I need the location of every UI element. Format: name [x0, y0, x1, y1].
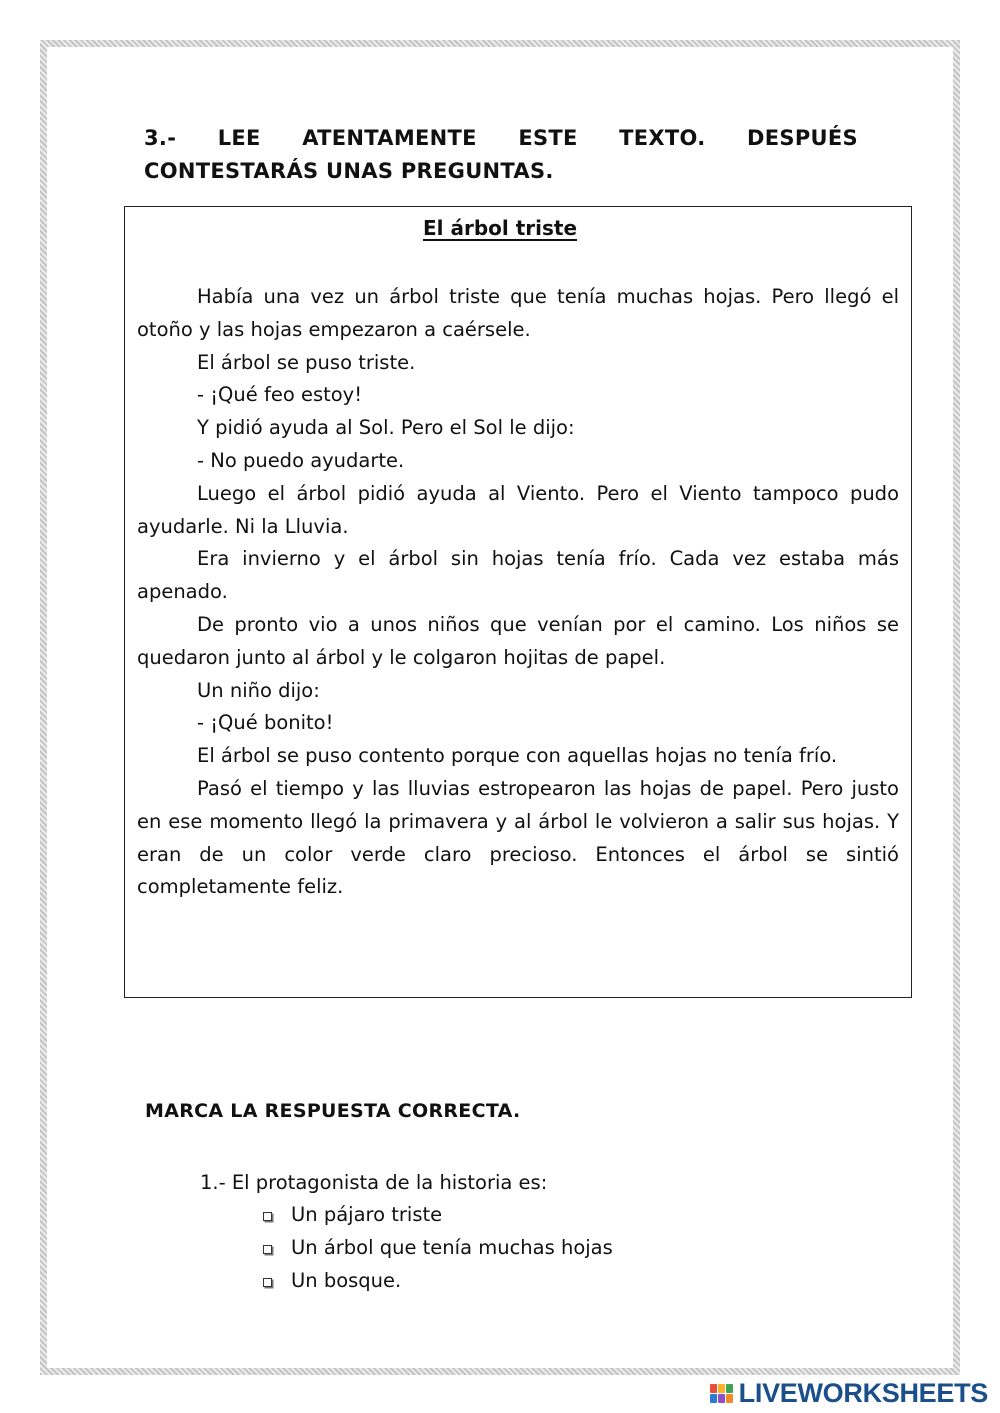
checkbox-icon[interactable] — [263, 1212, 272, 1221]
checkbox-icon[interactable] — [263, 1278, 272, 1287]
instruction-word: ATENTAMENTE — [302, 126, 477, 150]
liveworksheets-logo[interactable] — [710, 1378, 988, 1408]
instruction-word: ESTE — [518, 126, 578, 150]
story-paragraph: - ¡Qué feo estoy! — [197, 383, 363, 407]
story-paragraph: El árbol se puso contento porque con aquellas hojas no tenía frío. — [197, 744, 838, 768]
instruction-line-2: CONTESTARÁS UNAS PREGUNTAS. — [144, 159, 554, 183]
story-paragraph: De pronto vio a unos niños que venían por el camino. Los niños se quedaron junto al árbol y le colgaron hojitas de papel. — [137, 612, 899, 669]
story-paragraph: Luego el árbol pidió ayuda al Viento. Pero el Viento tampoco pudo ayudarle. Ni la Lluvia. — [137, 481, 899, 538]
logo-tile — [710, 1394, 717, 1403]
story-paragraph: Y pidió ayuda al Sol. Pero el Sol le dijo: — [197, 416, 575, 440]
answer-option[interactable] — [263, 1231, 613, 1264]
logo-tile — [726, 1394, 733, 1403]
logo-tile — [726, 1384, 733, 1393]
story-text-area — [124, 206, 912, 998]
story-paragraph: Era invierno y el árbol sin hojas tenía frío. Cada vez estaba más apenado. — [137, 547, 899, 604]
story-title: El árbol triste — [422, 216, 578, 240]
story-paragraph: - No puedo ayudarte. — [197, 448, 405, 472]
answer-options — [263, 1198, 613, 1297]
liveworksheets-logo-icon — [710, 1384, 733, 1403]
logo-tile — [718, 1394, 725, 1403]
story-paragraph: El árbol se puso triste. — [197, 350, 416, 374]
instruction-heading — [144, 122, 858, 188]
checkbox-icon[interactable] — [263, 1245, 272, 1254]
answer-option-label: Un pájaro triste — [291, 1203, 443, 1226]
instruction-word: DESPUÉS — [747, 126, 858, 150]
instruction-word: TEXTO. — [619, 126, 706, 150]
story-text — [137, 281, 899, 904]
story-paragraph: Pasó el tiempo y las lluvias estropearon las hojas de papel. Pero justo en ese momento llegó la primavera y al árbol le volvieron a salir sus hojas. Y eran de un color verde claro precioso. Entonces el árbol se sintió completamente feliz. — [137, 776, 899, 899]
story-paragraph: Un niño dijo: — [197, 678, 320, 702]
answer-option-label: Un bosque. — [291, 1269, 402, 1292]
answer-option-label: Un árbol que tenía muchas hojas — [291, 1236, 613, 1259]
logo-tile — [718, 1384, 725, 1393]
answer-option[interactable] — [263, 1264, 613, 1297]
story-paragraph: Había una vez un árbol triste que tenía muchas hojas. Pero llegó el otoño y las hojas empezaron a caérsele. — [137, 285, 899, 341]
instruction-word: 3.- — [144, 126, 177, 150]
quiz-header: MARCA LA RESPUESTA CORRECTA. — [145, 1100, 521, 1122]
answer-option[interactable] — [263, 1198, 613, 1231]
instruction-word: LEE — [217, 126, 261, 150]
quiz-question: 1.- El protagonista de la historia es: — [200, 1171, 548, 1194]
story-paragraph: - ¡Qué bonito! — [197, 711, 334, 735]
logo-tile — [710, 1384, 717, 1393]
instruction-line-1 — [144, 122, 858, 155]
logo-text: LIVEWORKSHEETS — [738, 1377, 988, 1408]
